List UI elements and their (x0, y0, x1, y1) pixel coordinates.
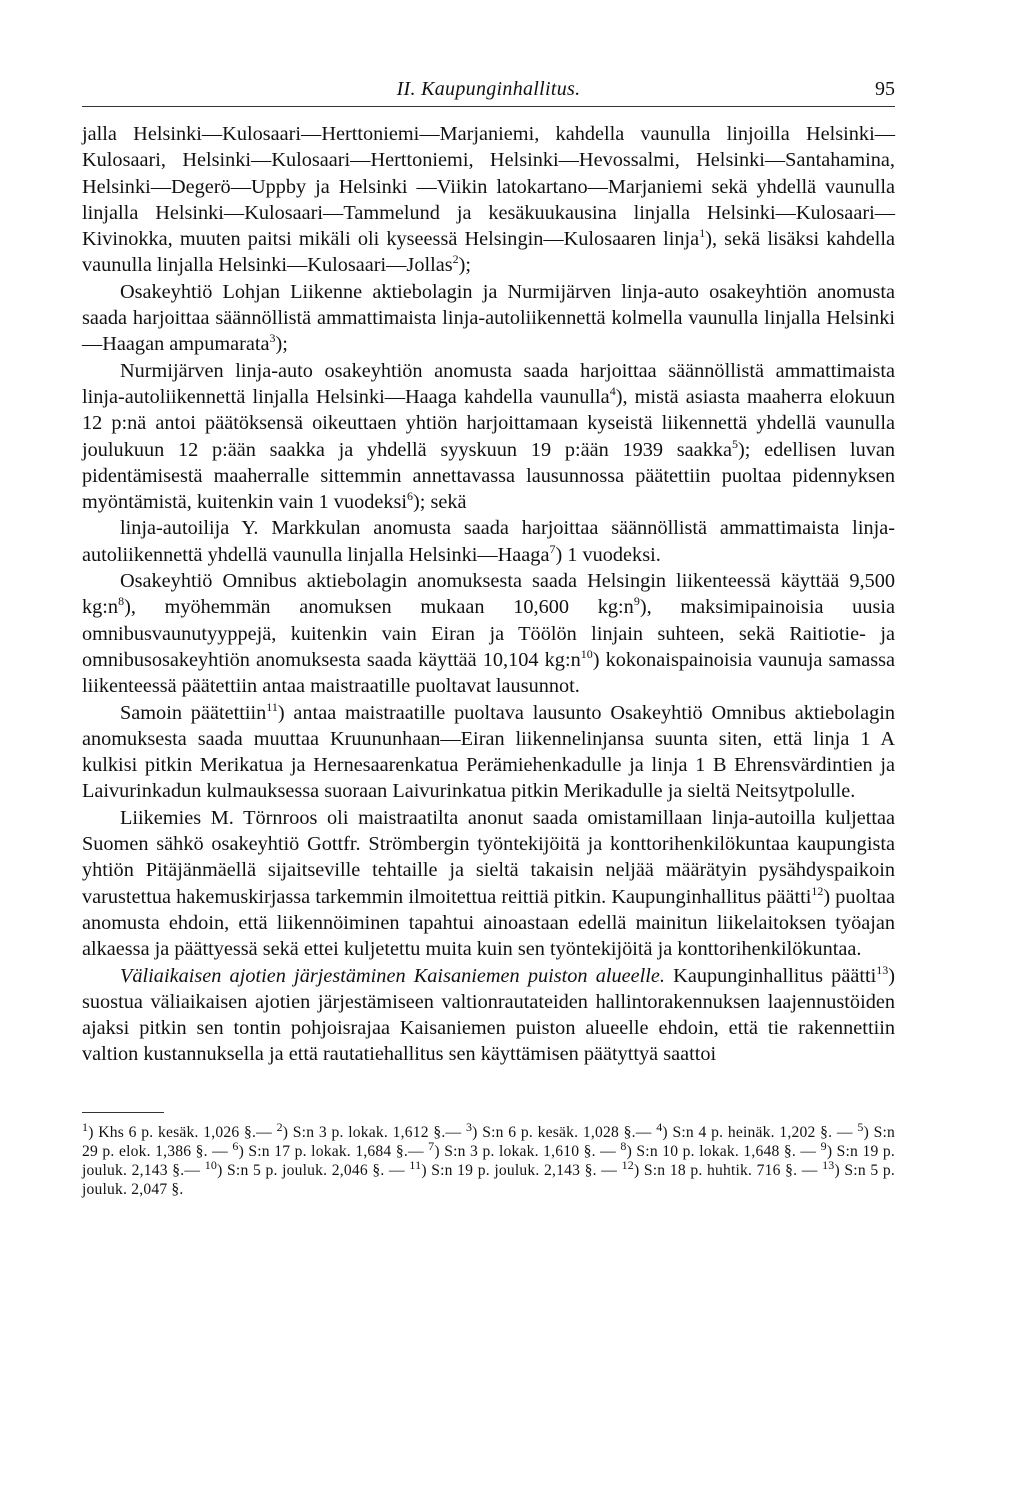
text-run: Osakeyhtiö Lohjan Liikenne aktiebolagin ja Nurmijärven linja-auto osakeyhtiön anomusta saada harjoittaa säännöllistä ammattimaista linja-autoliikennettä kolmella vaunulla linjalla Helsinki—Haagan ampumarata (82, 280, 895, 356)
paragraph (82, 358, 895, 516)
text-run: Liikemies M. Törnroos oli maistraatilta anonut saada omistamillaan linja-autoilla kuljettaa Suomen sähkö osakeyhtiö Gottfr. Strömbergin työntekijöitä ja konttorihenkilökuntaa kaupungista yhtiön Pitäjänmäellä sijaitseville tehtaille ja sieltä takaisin neljää määrätyin pysähdyspaikoin varustettua hakemuskirjassa tarkemmin ilmoitettua reittiä pitkin. Kaupunginhallitus päätti (82, 806, 895, 908)
footnote-number: 9 (820, 1138, 827, 1153)
footnote-text: ) S:n 18 p. huhtik. 716 §. — (633, 1161, 823, 1179)
text-run: Kaupunginhallitus päätti (665, 964, 877, 987)
paragraph (82, 515, 895, 568)
footnote-ref: 3 (269, 331, 276, 346)
footnote-ref: 12 (811, 883, 824, 898)
page-number: 95 (875, 78, 895, 100)
text-run: ) puoltaa anomusta ehdoin, että liikennöiminen tapahtui ainoastaan edellä mainitun liikelaitoksen työajan alkaessa ja päättyessä sekä ettei kuljetettu muita kuin sen työntekijöitä ja konttorihenkilökuntaa. (82, 885, 895, 961)
text-run: ), sekä lisäksi kahdella vaunulla linjalla Helsinki—Kulosaari—Jollas (82, 228, 895, 277)
footnote-number: 13 (822, 1157, 835, 1172)
section-heading: Väliaikaisen ajotien järjestäminen Kaisaniemen puiston alueelle. (120, 964, 665, 987)
footnote-text: ) Khs 6 p. kesäk. 1,026 §.— (88, 1123, 277, 1141)
footnote-text: ) S:n 5 p. jouluk. 2,046 §. — (217, 1161, 410, 1179)
footnote-text: ) S:n 5 p. jouluk. 2,047 §. (82, 1161, 895, 1198)
text-run: ) 1 vuodeksi. (555, 543, 661, 566)
text-run: ), myöhemmän anomuksen mukaan 10,600 kg:n (124, 596, 634, 619)
text-run: Nurmijärven linja-auto osakeyhtiön anomusta saada harjoittaa säännöllistä ammattimaista linja-autoliikennettä linjalla Helsinki—Haaga kahdella vaunulla (82, 359, 895, 408)
footnote-ref: 8 (118, 594, 125, 609)
footnote-text: ) S:n 6 p. kesäk. 1,028 §.— (472, 1123, 657, 1141)
text-run: Osakeyhtiö Omnibus aktiebolagin anomuksesta saada Helsingin liikenteessä käyttää 9,500 kg:n (82, 570, 895, 619)
footnote-ref: 10 (580, 647, 593, 662)
footnote-ref: 5 (731, 436, 738, 451)
footnotes (82, 1119, 896, 1199)
footnote-number: 2 (276, 1119, 283, 1134)
footnote-divider (82, 1112, 164, 1113)
footnote-number: 3 (465, 1119, 473, 1134)
paragraph (82, 805, 895, 963)
footnote-number: 10 (204, 1157, 218, 1172)
text-run: ) antaa maistraatille puoltava lausunto Osakeyhtiö Omnibus aktiebolagin anomuksesta saada muuttaa Kruununhaan—Eiran liikennelinjansa suunta siten, että linja 1 A kulkisi pitkin Merikatua ja Hernesaarenkatua Perämiehenkadulle ja linja 1 B Ehrensvärdintien ja Laivurinkadun kulmauksessa suoraan Laivurinkatua pitkin Merikadulle ja sieltä Neitsytpolulle. (82, 701, 895, 803)
paragraph (82, 279, 895, 358)
text-run: ) kokonaispainoisia vaunuja samassa liikenteessä päätettiin antaa maistraatille puoltavat lausunnot. (82, 648, 895, 698)
footnote-text: ) S:n 10 p. lokak. 1,648 §. — (626, 1142, 821, 1160)
text-run: ); edellisen luvan pidentämisestä maaherralle sittemmin annettavassa lausunnossa päätettiin puoltaa pidennyksen myöntämistä, kuitenkin vain 1 vuodeksi (82, 438, 896, 514)
footnote-number: 11 (409, 1157, 422, 1172)
footnote-number: 12 (621, 1157, 634, 1172)
footnote-ref: 7 (549, 541, 556, 556)
body-text (82, 121, 895, 1068)
footnote-text: ) S:n 3 p. lokak. 1,612 §.— (282, 1123, 466, 1141)
running-header (82, 76, 895, 107)
footnote-ref: 1 (699, 226, 706, 241)
footnote-text: ) S:n 29 p. elok. 1,386 §. — (82, 1123, 896, 1160)
footnote-ref: 2 (452, 252, 459, 267)
paragraph (82, 121, 895, 279)
footnote-number: 1 (82, 1119, 89, 1134)
paragraph (82, 568, 895, 699)
footnote-ref: 9 (633, 594, 640, 609)
paragraph (82, 700, 895, 805)
text-run: jalla Helsinki—Kulosaari—Herttoniemi—Marjaniemi, kahdella vaunulla linjoilla Helsinki—Kulosaari, Helsinki—Kulosaari—Herttoniemi, Helsinki—Hevossalmi, Helsinki—Santahamina, Helsinki—Degerö—Uppby ja Helsinki —Viikin latokartano—Marjaniemi sekä yhdellä vaunulla linjalla Helsinki—Kulosaari—Tammelund ja kesäkuukausina linjalla Helsinki—Kulosaari—Kivinokka, muuten paitsi mikäli oli kyseessä Helsingin—Kulosaaren linja (82, 123, 895, 251)
paragraph (82, 963, 895, 1068)
footnote-text: ) S:n 17 p. lokak. 1,684 §.— (238, 1142, 429, 1160)
footnote-ref: 11 (266, 699, 278, 714)
text-run: ); (275, 333, 288, 356)
text-run: Samoin päätettiin (120, 701, 267, 724)
footnote-text: ) S:n 4 p. heinäk. 1,202 §. — (662, 1123, 858, 1141)
footnote-number: 6 (232, 1138, 239, 1153)
text-run: linja-autoilija Y. Markkulan anomusta saada harjoittaa säännöllistä ammattimaista linja-autoliikennettä yhdellä vaunulla linjalla Helsinki—Haaga (82, 517, 895, 566)
text-run: ); sekä (413, 491, 467, 514)
footnote-text: ) S:n 19 p. jouluk. 2,143 §.— (82, 1142, 895, 1179)
footnote-ref: 13 (876, 962, 889, 977)
text-run: ), mistä asiasta maaherra elokuun 12 p:nä antoi päätöksensä oikeuttaen yhtiön harjoittamaan kyseistä liikennettä yhdellä vaunulla joulukuun 12 p:ään saakka ja yhdellä syyskuun 19 p:ään 1939 saakka (82, 385, 895, 461)
text-run: ), maksimipainoisia uusia omnibusvaunutyyppejä, kuitenkin vain Eiran ja Töölön linjain suhteen, sekä Raitiotie- ja omnibusosakeyhtiön anomuksesta saada käyttää 10,104 kg:n (82, 596, 895, 671)
document-page (82, 76, 895, 1199)
footnote-number: 5 (857, 1119, 864, 1134)
footnote-number: 4 (656, 1119, 663, 1134)
footnote-number: 7 (428, 1138, 435, 1153)
footnote-number: 8 (620, 1138, 627, 1153)
running-title: II. Kaupunginhallitus. (396, 78, 581, 100)
footnote-text: ) S:n 19 p. jouluk. 2,143 §. — (421, 1161, 622, 1179)
footnote-ref: 6 (407, 489, 414, 504)
footnote-text: ) S:n 3 p. lokak. 1,610 §. — (434, 1142, 621, 1160)
text-run: ); (458, 254, 472, 277)
footnote-ref: 4 (609, 384, 616, 399)
text-run: ) suostua väliaikaisen ajotien järjestämiseen valtionrautateiden hallintorakennuksen laajennustöiden ajaksi pitkin sen tontin pohjoisrajaa Kaisaniemen puiston alueelle ehdoin, että tie rakennettiin valtion kustannuksella ja että rautatiehallitus sen käyttämisen päätyttyä saattoi (82, 964, 895, 1066)
